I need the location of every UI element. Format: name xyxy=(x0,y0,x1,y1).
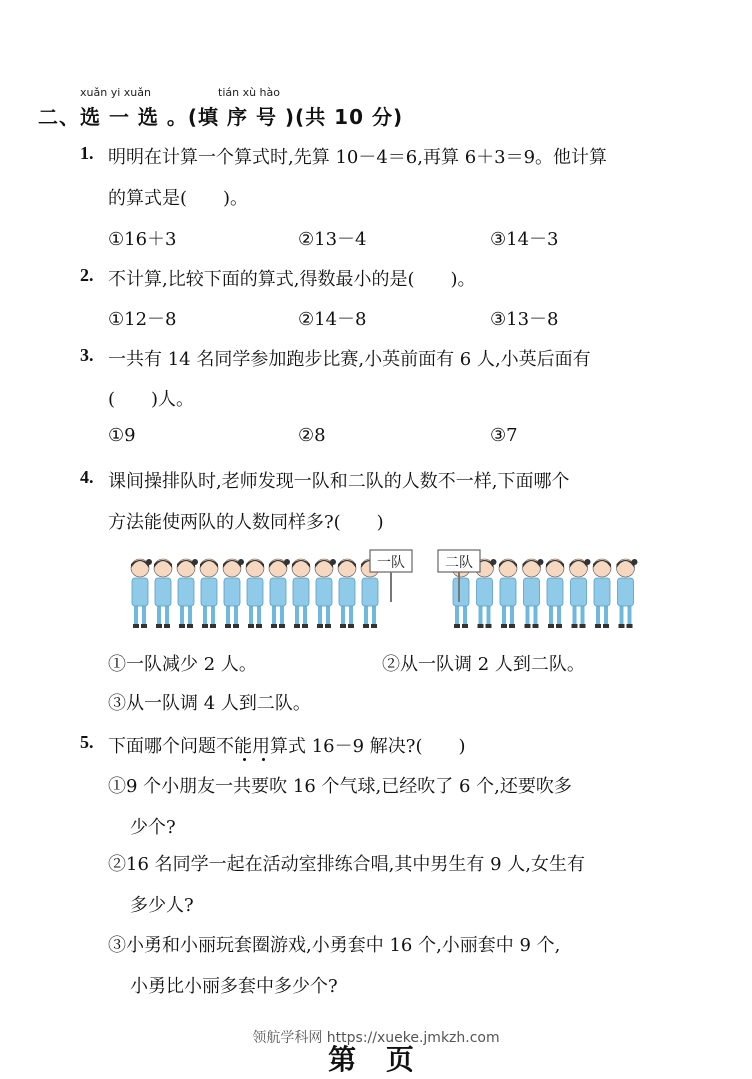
child-figure xyxy=(292,559,310,628)
question-5-option-2-line-2: 多少人? xyxy=(130,895,194,916)
question-5-option-1-line-1: ①9 个小朋友一共要吹 16 个气球,已经吹了 6 个,还要吹多 xyxy=(108,776,572,797)
child-figure xyxy=(200,559,218,628)
footer-page-label: 第 页 xyxy=(328,1043,424,1076)
child-figure xyxy=(546,559,564,628)
question-1-line-2: 的算式是( )。 xyxy=(108,188,249,209)
question-4-line-2: 方法能使两队的人数同样多?( ) xyxy=(108,512,384,533)
question-4-option-2: ②从一队调 2 人到二队。 xyxy=(382,654,585,675)
pinyin-xuanyixuan: xuǎn yi xuǎn xyxy=(80,86,151,99)
question-5-line-1: 下面哪个问题不能用算式 16－9 解决?( ) xyxy=(108,736,466,757)
question-5-number: 5. xyxy=(80,732,94,752)
question-1-option-1: ①16＋3 xyxy=(108,229,177,250)
team-1-sign-label: 一队 xyxy=(377,555,405,571)
question-4-line-1: 课间操排队时,老师发现一队和二队的人数不一样,下面哪个 xyxy=(108,471,570,492)
question-2-number: 2. xyxy=(80,265,94,285)
emphasis-dot xyxy=(262,758,265,761)
question-1-line-1: 明明在计算一个算式时,先算 10－4＝6,再算 6＋3＝9。他计算 xyxy=(108,147,608,168)
question-5-option-3-line-2: 小勇比小丽多套中多少个? xyxy=(130,976,338,997)
question-4-option-1: ①一队减少 2 人。 xyxy=(108,654,257,675)
question-5-option-3-line-1: ③小勇和小丽玩套圈游戏,小勇套中 16 个,小丽套中 9 个, xyxy=(108,935,561,956)
child-figure xyxy=(523,559,544,628)
child-figure xyxy=(570,559,591,628)
emphasis-dot xyxy=(243,758,246,761)
question-5-option-2-line-1: ②16 名同学一起在活动室排练合唱,其中男生有 9 人,女生有 xyxy=(108,854,585,875)
question-2-option-1: ①12－8 xyxy=(108,309,177,330)
question-1-option-2: ②13－4 xyxy=(298,229,367,250)
child-figure xyxy=(617,559,638,628)
question-3-option-3: ③7 xyxy=(490,425,518,446)
question-4-option-3: ③从一队调 4 人到二队。 xyxy=(108,693,311,714)
child-figure xyxy=(177,559,198,628)
question-2-option-3: ③13－8 xyxy=(490,309,559,330)
team-1-queue xyxy=(131,559,382,628)
child-figure xyxy=(269,559,290,628)
question-2-option-2: ②14－8 xyxy=(298,309,367,330)
question-5-option-1-line-2: 少个? xyxy=(130,817,176,838)
question-3-line-2: ( )人。 xyxy=(108,389,195,410)
question-1-number: 1. xyxy=(80,143,94,163)
pinyin-tianxuhao: tián xù hào xyxy=(218,86,280,99)
team-2-sign-label: 二队 xyxy=(445,555,473,571)
child-figure xyxy=(315,559,336,628)
team-2-sign xyxy=(438,550,480,602)
child-figure xyxy=(223,559,244,628)
child-figure xyxy=(593,559,611,628)
queue-illustration xyxy=(128,546,643,632)
child-figure xyxy=(131,559,152,628)
child-figure xyxy=(246,559,264,628)
child-figure xyxy=(154,559,172,628)
footer-source: 领航学科网 https://xueke.jmkzh.com xyxy=(252,1030,500,1046)
question-1-option-3: ③14－3 xyxy=(490,229,559,250)
question-4-number: 4. xyxy=(80,467,94,487)
question-3-number: 3. xyxy=(80,345,94,365)
question-2-line-1: 不计算,比较下面的算式,得数最小的是( )。 xyxy=(108,269,476,290)
question-3-option-1: ①9 xyxy=(108,425,136,446)
child-figure xyxy=(499,559,517,628)
question-3-option-2: ②8 xyxy=(298,425,326,446)
child-figure xyxy=(338,559,356,628)
section-title: 二、选 一 选 。(填 序 号 )(共 10 分) xyxy=(38,105,404,129)
question-3-line-1: 一共有 14 名同学参加跑步比赛,小英前面有 6 人,小英后面有 xyxy=(108,349,591,370)
